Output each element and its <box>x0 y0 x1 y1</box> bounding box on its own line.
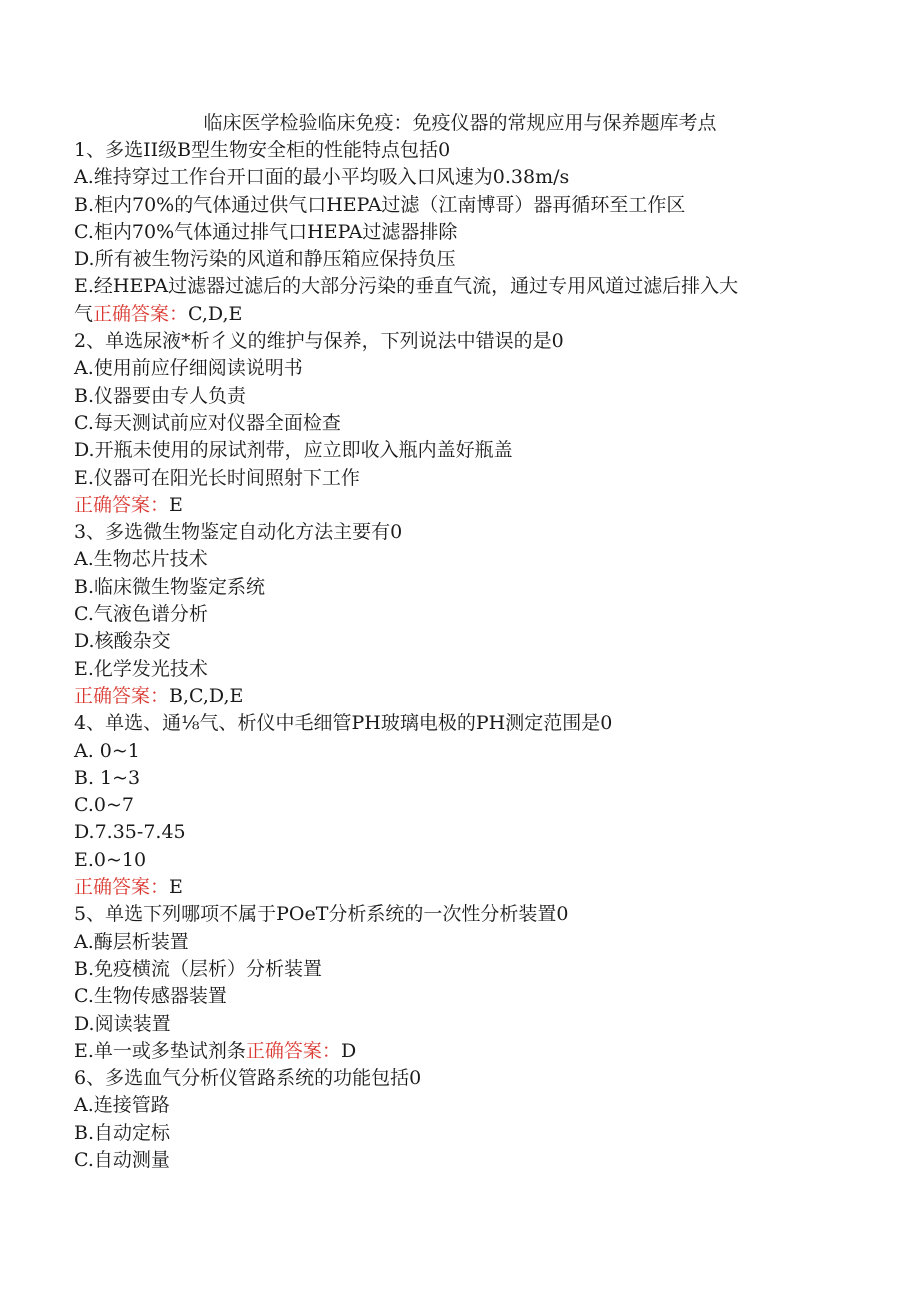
question-option: C.自动测量 <box>74 1148 170 1171</box>
question-option: A. 0~1 <box>74 739 140 762</box>
answer-label: 正确答案： <box>74 684 170 707</box>
answer-label: 正确答案： <box>74 493 170 516</box>
question-option: E.化学发光技术 <box>74 657 208 680</box>
answer-label: 正确答案： <box>93 302 189 325</box>
question-option: E.仪器可在阳光长时间照射下工作 <box>74 466 360 489</box>
question-option: A.酶层析装置 <box>74 930 189 953</box>
question-stem: 4、单选、通⅛气、析仪中毛细管PH玻璃电极的PH测定范围是0 <box>74 712 613 735</box>
answer-line <box>74 874 834 901</box>
question-stem: 6、多选血气分析仪管路系统的功能包括0 <box>74 1067 422 1090</box>
answer-prefix: E.单一或多垫试剂条 <box>74 1039 246 1062</box>
answer-value: B,C,D,E <box>169 684 244 707</box>
question-option: B.柜内70%的气体通过供气口HEPA过滤（江南博哥）器再循环至工作区 <box>74 193 686 216</box>
question-option: B. 1~3 <box>74 766 141 789</box>
question-option: B.自动定标 <box>74 1121 171 1144</box>
question-option: E.0~10 <box>74 848 147 871</box>
question-option: C.0~7 <box>74 794 134 817</box>
answer-value: E <box>169 493 183 516</box>
question-stem: 3、多选微生物鉴定自动化方法主要有0 <box>74 521 403 544</box>
answer-label: 正确答案： <box>74 876 170 899</box>
answer-value: D <box>340 1039 357 1062</box>
answer-line <box>74 492 834 519</box>
question-stem: 1、多选II级B型生物安全柜的性能特点包括0 <box>74 139 451 161</box>
answer-line <box>74 1038 834 1065</box>
answer-value: C,D,E <box>188 302 243 325</box>
question-option: C.气液色谱分析 <box>74 603 208 626</box>
question-option: B.临床微生物鉴定系统 <box>74 575 266 598</box>
question-option: B.仪器要由专人负责 <box>74 384 247 407</box>
answer-line <box>74 683 834 710</box>
question-option: D.核酸杂交 <box>74 630 171 653</box>
question-option: C.每天测试前应对仪器全面检查 <box>74 411 341 434</box>
question-option: D.7.35-7.45 <box>74 821 186 844</box>
question-option: D.所有被生物污染的风道和静压箱应保持负压 <box>74 248 456 271</box>
question-option: D.阅读装置 <box>74 1012 171 1035</box>
question-option: B.免疫横流（层析）分析装置 <box>74 957 323 980</box>
answer-label: 正确答案： <box>245 1039 341 1062</box>
question-stem: 2、单选尿液*析彳义的维护与保养，下列说法中错误的是0 <box>74 330 564 353</box>
question-option: A.生物芯片技术 <box>74 548 208 571</box>
answer-value: E <box>169 876 183 899</box>
question-stem: 5、单选下列哪项不属于POeT分析系统的一次性分析装置0 <box>74 903 569 926</box>
question-option: A.使用前应仔细阅读说明书 <box>74 357 303 380</box>
question-option: D.开瓶未使用的尿试剂带，应立即收入瓶内盖好瓶盖 <box>74 439 513 462</box>
question-option: C.生物传感器装置 <box>74 985 227 1008</box>
question-option: A.连接管路 <box>74 1094 170 1117</box>
answer-prefix: 气 <box>74 302 94 325</box>
question-option: E.经HEPA过滤器过滤后的大部分污染的垂直气流，通过专用风道过滤后排入大 <box>74 275 739 298</box>
document-title: 临床医学检验临床免疫：免疫仪器的常规应用与保养题库考点 <box>203 112 717 134</box>
question-option: A.维持穿过工作台开口面的最小平均吸入口风速为0.38m/s <box>74 166 570 189</box>
answer-line <box>74 301 834 328</box>
question-list <box>74 137 834 1174</box>
question-option: C.柜内70%气体通过排气口HEPA过滤器排除 <box>74 220 458 243</box>
